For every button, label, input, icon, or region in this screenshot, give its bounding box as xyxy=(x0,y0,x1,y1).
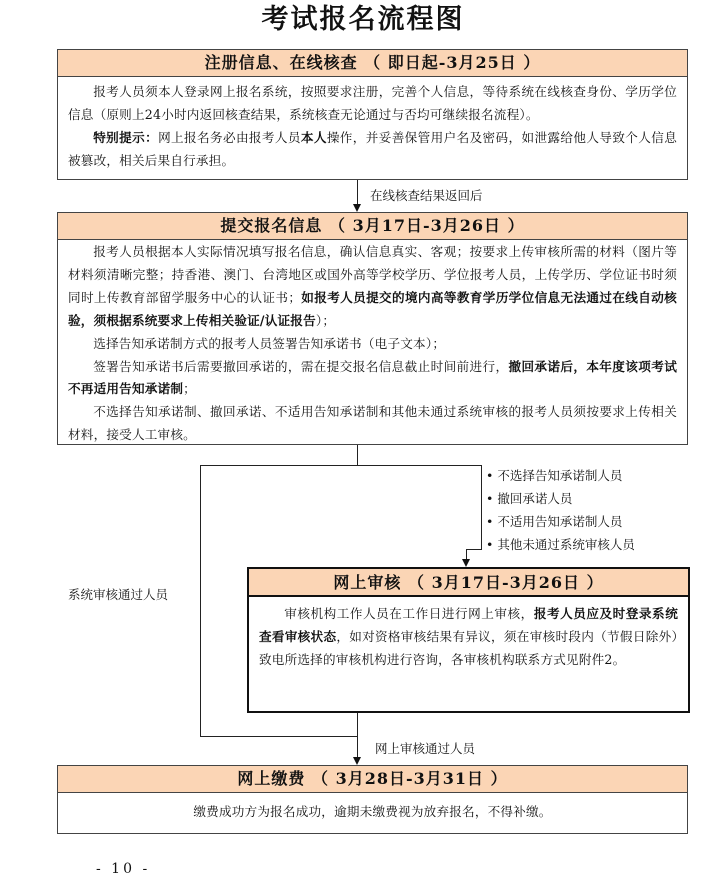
step-register-body xyxy=(58,77,687,173)
step-review-body xyxy=(249,597,688,672)
flow-line xyxy=(200,465,481,466)
flow-line xyxy=(200,736,357,737)
step-review-heading: 网上审核 （ 3月17日-3月26日 ） xyxy=(249,569,688,597)
list-item: • 撤回承诺人员 xyxy=(486,487,635,510)
arrow-down-icon xyxy=(353,204,361,212)
step-submit-paragraph-3: 签署告知承诺书后需要撤回承诺的，需在提交报名信息截止时间前进行，撤回承诺后，本年度该项考试不再适用告知承诺制； xyxy=(68,358,677,397)
list-item: • 不适用告知承诺制人员 xyxy=(486,510,635,533)
flow-line xyxy=(357,180,358,205)
page-number: - 10 - xyxy=(96,861,151,877)
tip-label: 特别提示： xyxy=(93,129,159,145)
system-pass-label: 系统审核通过人员 xyxy=(68,587,169,602)
step-register-heading: 注册信息、在线核查 （ 即日起-3月25日 ） xyxy=(58,50,687,77)
step-submit-box xyxy=(57,212,688,445)
step-submit-paragraph-1: 报考人员根据本人实际情况填写报名信息，确认信息真实、客观；按要求上传审核所需的材料（图片等材料须清晰完整；持香港、澳门、台湾地区或国外高等学校学历、学位报考人员，上传学历、学位证书时须同时上传教育部留学服务中心的认证书；如报考人员提交的境内高等教育学历学位信息无法通过在线自动核验，须根据系统要求上传相关验证/认证报告）； xyxy=(68,244,677,328)
manual-review-list xyxy=(486,464,635,556)
step-submit-heading: 提交报名信息 （ 3月17日-3月26日 ） xyxy=(58,213,687,240)
step-review-box xyxy=(247,567,690,713)
step-register-tip: 特别提示：网上报名务必由报考人员本人操作，并妥善保管用户名及密码，如泄露给他人导致个人信息被篡改，相关后果自行承担。 xyxy=(68,129,678,168)
flow-line xyxy=(357,713,358,758)
arrow-down-icon xyxy=(462,559,470,567)
flow-line xyxy=(481,465,482,549)
arrow-label-check-result: 在线核查结果返回后 xyxy=(370,188,483,203)
page-title: 考试报名流程图 xyxy=(261,4,465,35)
flow-line xyxy=(357,445,358,465)
arrow-label-review-pass: 网上审核通过人员 xyxy=(375,741,476,756)
flow-line xyxy=(466,549,467,559)
step-payment-heading: 网上缴费 （ 3月28日-3月31日 ） xyxy=(58,766,687,793)
flow-line xyxy=(200,465,201,736)
step-register-paragraph: 报考人员须本人登录网上报名系统，按照要求注册，完善个人信息，等待系统在线核查身份、学历学位信息（原则上24小时内返回核查结果，系统核查无论通过与否均可继续报名流程）。 xyxy=(68,84,677,122)
step-register-box xyxy=(57,49,688,180)
step-payment-box xyxy=(57,765,688,834)
step-review-paragraph: 审核机构工作人员在工作日进行网上审核，报考人员应及时登录系统查看审核状态，如对资格审核结果有异议，须在审核时段内（节假日除外）致电所选择的审核机构进行咨询，各审核机构联系方式见附件2。 xyxy=(259,606,678,667)
step-payment-body: 缴费成功方为报名成功，逾期未缴费视为放弃报名，不得补缴。 xyxy=(193,804,552,819)
step-submit-body xyxy=(58,240,687,447)
step-submit-paragraph-2: 选择告知承诺制方式的报考人员签署告知承诺书（电子文本）； xyxy=(93,335,446,351)
step-submit-paragraph-4: 不选择告知承诺制、撤回承诺、不适用告知承诺制和其他未通过系统审核的报考人员须按要求上传相关材料，接受人工审核。 xyxy=(68,404,677,443)
list-item: • 其他未通过系统审核人员 xyxy=(486,533,635,556)
list-item: • 不选择告知承诺制人员 xyxy=(486,464,635,487)
arrow-down-icon xyxy=(353,757,361,765)
flow-line xyxy=(466,549,482,550)
